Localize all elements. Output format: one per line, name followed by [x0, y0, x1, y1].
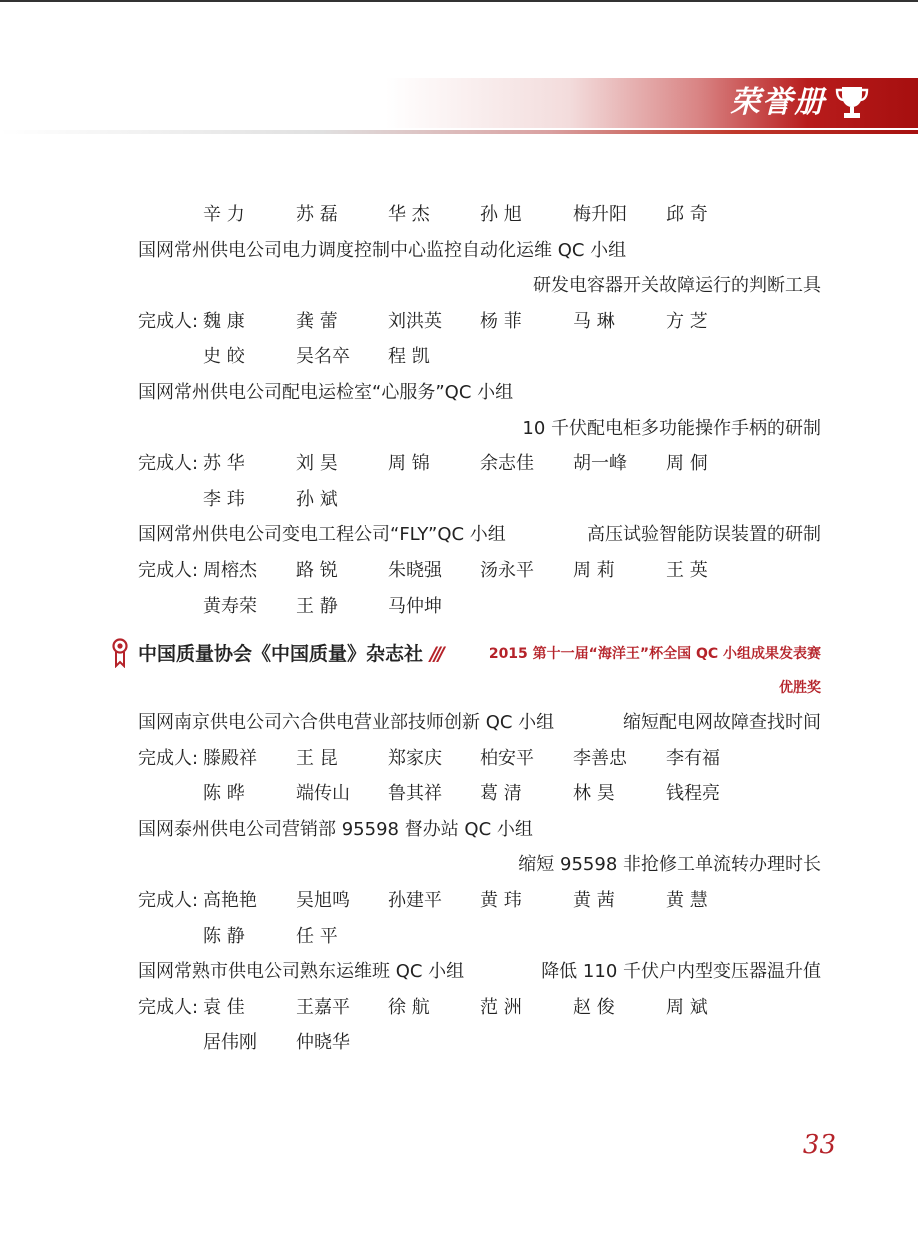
person-name: 端传山 — [296, 783, 350, 805]
names-row — [138, 553, 821, 589]
header-title: 荣誉册 — [730, 85, 826, 120]
top-border — [0, 0, 918, 2]
person-name: 李 玮 — [203, 488, 245, 510]
completer-label: 完成人: — [138, 890, 199, 911]
person-name: 辛 力 — [203, 204, 245, 225]
person-name: 王 昆 — [296, 747, 338, 769]
names-row — [138, 1025, 821, 1061]
names-row — [138, 741, 821, 777]
project-title: 研发电容器开关故障运行的判断工具 — [533, 275, 821, 297]
trophy-icon — [834, 84, 870, 122]
person-name: 王 英 — [666, 560, 708, 581]
person-name: 黄寿荣 — [203, 595, 257, 617]
person-name: 邱 奇 — [666, 204, 708, 225]
qc-group-name: 国网南京供电公司六合供电营业部技师创新 QC 小组 — [138, 712, 555, 733]
person-name: 孙 旭 — [480, 204, 522, 225]
project-title: 高压试验智能防误装置的研制 — [587, 524, 821, 546]
medal-icon — [110, 638, 130, 668]
group-row — [138, 705, 821, 741]
person-name: 仲晓华 — [296, 1032, 350, 1054]
project-title: 10 千伏配电柜多功能操作手柄的研制 — [522, 417, 821, 439]
person-name: 柏安平 — [480, 747, 534, 769]
qc-group-name: 国网常州供电公司配电运检室“心服务”QC 小组 — [138, 382, 514, 403]
person-name: 葛 清 — [480, 783, 522, 805]
qc-group-name: 国网泰州供电公司营销部 95598 督办站 QC 小组 — [138, 818, 533, 840]
person-name: 袁 佳 — [203, 996, 245, 1018]
person-name: 吴名卒 — [296, 346, 350, 368]
person-name: 苏 华 — [203, 453, 245, 475]
completer-label: 完成人: — [138, 310, 199, 332]
project-row — [138, 847, 821, 883]
person-name: 孙 斌 — [296, 488, 338, 510]
qc-group-name: 国网常州供电公司电力调度控制中心监控自动化运维 QC 小组 — [138, 239, 627, 261]
person-name: 马仲坤 — [388, 595, 442, 617]
project-row — [138, 268, 821, 304]
person-name: 钱程亮 — [666, 783, 720, 805]
person-name: 程 凯 — [388, 346, 430, 368]
person-name: 周榕杰 — [203, 560, 257, 581]
section-slashes: /// — [430, 643, 442, 665]
person-name: 黄 玮 — [480, 890, 522, 911]
names-row — [138, 339, 821, 375]
person-name: 林 昊 — [573, 783, 615, 805]
project-row — [138, 411, 821, 447]
person-name: 史 皎 — [203, 346, 245, 368]
person-name: 鲁其祥 — [388, 783, 442, 805]
person-name: 黄 慧 — [666, 890, 708, 911]
person-name: 孙建平 — [388, 890, 442, 911]
project-title: 降低 110 千伏户内型变压器温升值 — [541, 961, 821, 983]
names-row — [138, 776, 821, 812]
names-row — [138, 990, 821, 1026]
person-name: 周 锦 — [388, 453, 430, 475]
person-name: 周 莉 — [573, 560, 615, 581]
person-name: 梅升阳 — [573, 204, 627, 225]
group-row — [138, 375, 821, 411]
completer-label: 完成人: — [138, 996, 199, 1018]
person-name: 居伟刚 — [203, 1032, 257, 1054]
person-name: 龚 蕾 — [296, 310, 338, 332]
completer-label: 完成人: — [138, 747, 199, 769]
person-name: 高艳艳 — [203, 890, 257, 911]
names-row — [138, 883, 821, 919]
project-title: 缩短 95598 非抢修工单流转办理时长 — [518, 854, 821, 876]
person-name: 黄 茜 — [573, 890, 615, 911]
person-name: 方 芝 — [666, 310, 708, 332]
qc-group-name: 国网常州供电公司变电工程公司“FLY”QC 小组 — [138, 524, 506, 546]
person-name: 魏 康 — [203, 310, 245, 332]
page-number: 33 — [802, 1130, 836, 1160]
person-name: 华 杰 — [388, 204, 430, 225]
person-name: 赵 俊 — [573, 996, 615, 1018]
person-name: 路 锐 — [296, 560, 338, 581]
names-row — [138, 482, 821, 518]
person-name: 滕殿祥 — [203, 747, 257, 769]
person-name: 余志佳 — [480, 453, 534, 475]
group-row — [138, 233, 821, 269]
person-name: 吴旭鸣 — [296, 890, 350, 911]
person-name: 苏 磊 — [296, 204, 338, 225]
completer-label: 完成人: — [138, 560, 199, 581]
person-name: 汤永平 — [480, 560, 534, 581]
person-name: 郑家庆 — [388, 747, 442, 769]
qc-group-name: 国网常熟市供电公司熟东运维班 QC 小组 — [138, 961, 465, 983]
person-name: 朱晓强 — [388, 560, 442, 581]
person-name: 李善忠 — [573, 747, 627, 769]
group-row — [138, 517, 821, 553]
award-level: 优胜奖 — [779, 680, 821, 696]
person-name: 任 平 — [296, 925, 338, 947]
project-title: 缩短配电网故障查找时间 — [623, 712, 821, 733]
person-name: 刘洪英 — [388, 310, 442, 332]
group-row — [138, 954, 821, 990]
person-name: 王嘉平 — [296, 996, 350, 1018]
completer-label: 完成人: — [138, 453, 199, 475]
person-name: 周 斌 — [666, 996, 708, 1018]
person-name: 王 静 — [296, 595, 338, 617]
names-row — [138, 919, 821, 955]
names-row — [138, 197, 821, 233]
header-divider — [0, 130, 918, 134]
names-row — [138, 446, 821, 482]
person-name: 杨 菲 — [480, 310, 522, 332]
person-name: 周 侗 — [666, 453, 708, 475]
person-name: 范 洲 — [480, 996, 522, 1018]
award-section-header — [110, 636, 821, 676]
award-title: 2015 第十一届“海洋王”杯全国 QC 小组成果发表赛 — [488, 646, 821, 662]
group-row — [138, 812, 821, 848]
person-name: 陈 晔 — [203, 783, 245, 805]
person-name: 徐 航 — [388, 996, 430, 1018]
names-row — [138, 304, 821, 340]
person-name: 刘 昊 — [296, 453, 338, 475]
award-organization: 中国质量协会《中国质量》杂志社 — [138, 643, 424, 665]
person-name: 胡一峰 — [573, 453, 627, 475]
person-name: 李有福 — [666, 747, 720, 769]
person-name: 马 琳 — [573, 310, 615, 332]
person-name: 陈 静 — [203, 925, 245, 947]
names-row — [138, 589, 821, 625]
